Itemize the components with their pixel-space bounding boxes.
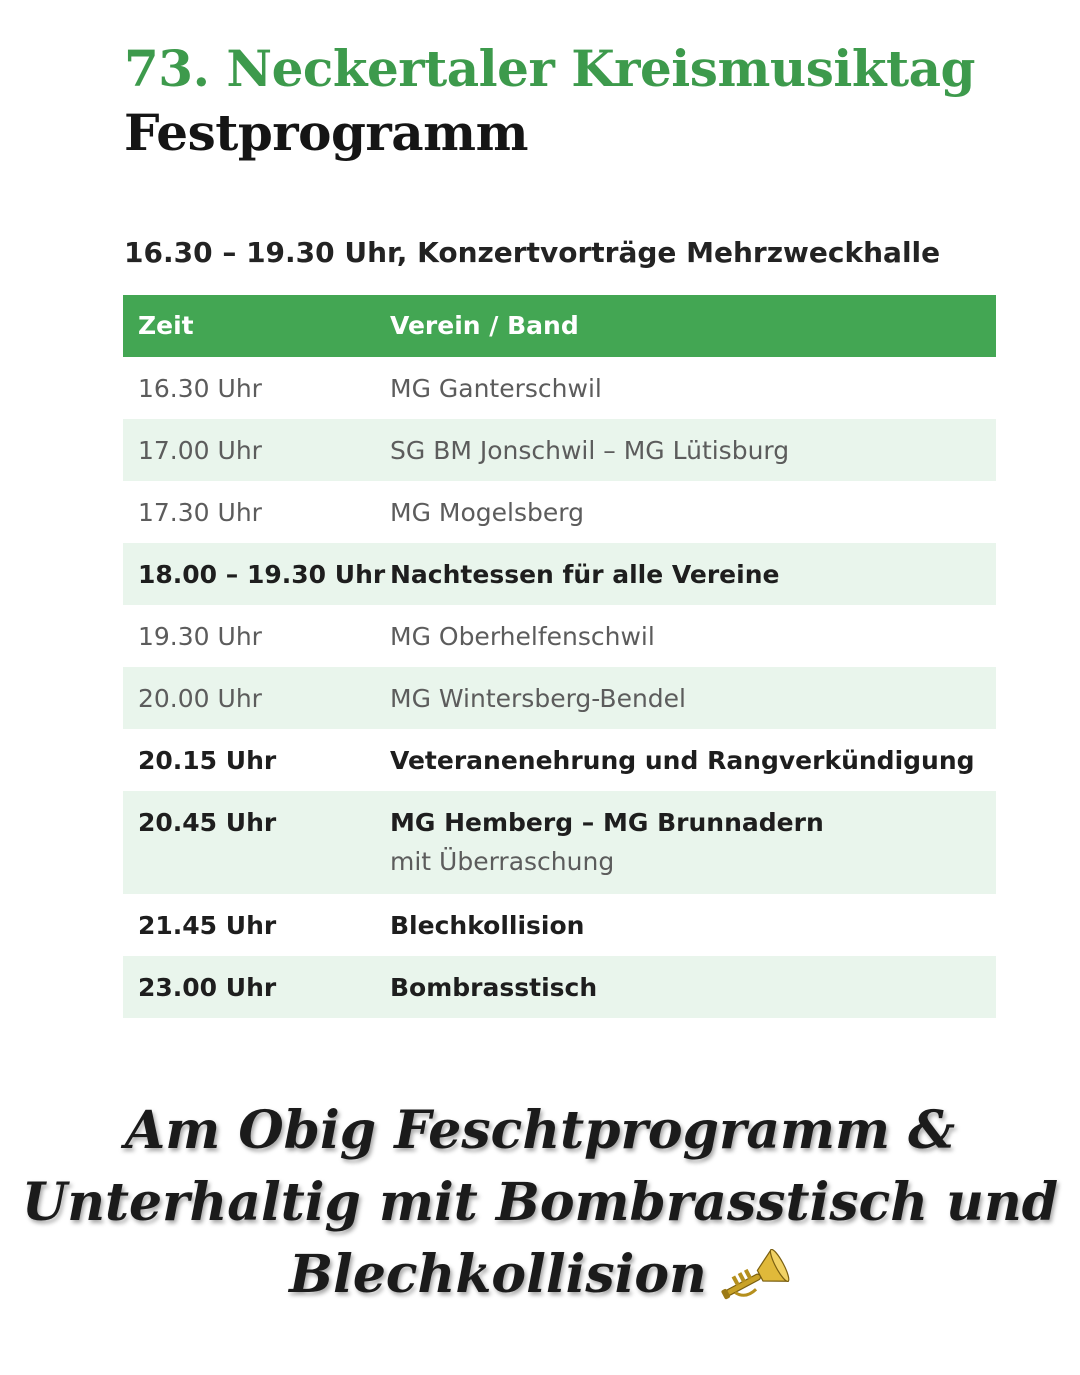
table-header	[123, 295, 996, 357]
row-band: Blechkollision	[390, 911, 585, 940]
caption-line-3-wrap	[0, 1239, 1080, 1311]
row-time: 18.00 – 19.30 Uhr	[138, 560, 386, 589]
table-row	[123, 357, 996, 419]
handwritten-caption	[0, 1095, 1080, 1311]
table-row	[123, 605, 996, 667]
section-heading: 16.30 – 19.30 Uhr, Konzertvorträge Mehrzweckhalle	[124, 236, 941, 269]
row-time: 20.45 Uhr	[138, 808, 277, 837]
column-header-band: Verein / Band	[390, 311, 579, 340]
row-time: 20.15 Uhr	[138, 746, 277, 775]
column-header-time: Zeit	[138, 311, 194, 340]
row-band: MG Wintersberg-Bendel	[390, 684, 686, 713]
row-band: Veteranenehrung und Rangverkündigung	[390, 746, 975, 775]
table-row	[123, 481, 996, 543]
page-title: 73. Neckertaler Kreismusiktag	[124, 39, 975, 98]
table-row	[123, 729, 996, 791]
program-table	[123, 295, 996, 1018]
table-row	[123, 667, 996, 729]
row-band: Nachtessen für alle Vereine	[390, 560, 780, 589]
row-time: 21.45 Uhr	[138, 911, 277, 940]
row-band: MG Oberhelfenschwil	[390, 622, 655, 651]
row-band: MG Mogelsberg	[390, 498, 584, 527]
table-row	[123, 956, 996, 1018]
caption-line-2: Unterhaltig mit Bombrasstisch und	[21, 1172, 1059, 1233]
row-band: Bombrasstisch	[390, 973, 598, 1002]
row-time: 20.00 Uhr	[138, 684, 262, 713]
caption-line-1: Am Obig Feschtprogramm &	[124, 1100, 956, 1161]
row-time: 17.30 Uhr	[138, 498, 262, 527]
page-subtitle: Festprogramm	[124, 103, 528, 162]
row-time: 23.00 Uhr	[138, 973, 277, 1002]
row-band: MG Hemberg – MG Brunnadern	[390, 808, 824, 837]
row-band: SG BM Jonschwil – MG Lütisburg	[390, 436, 790, 465]
caption-line-3: Blechkollision	[289, 1244, 707, 1305]
row-time: 16.30 Uhr	[138, 374, 262, 403]
row-band: MG Ganterschwil	[390, 374, 602, 403]
table-row	[123, 791, 996, 894]
row-note: mit Überraschung	[390, 847, 615, 876]
table-row	[123, 894, 996, 956]
row-time: 17.00 Uhr	[138, 436, 262, 465]
row-time: 19.30 Uhr	[138, 622, 262, 651]
table-row	[123, 543, 996, 605]
trumpet-icon	[717, 1249, 791, 1309]
table-row	[123, 419, 996, 481]
